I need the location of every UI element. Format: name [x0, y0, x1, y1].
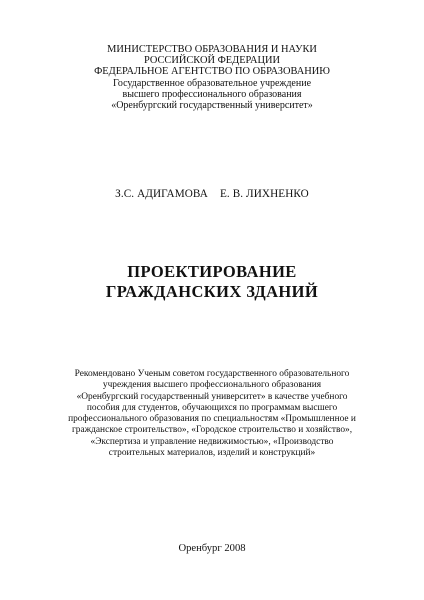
institution-type-line: Государственное образовательное учреждение	[112, 77, 312, 89]
country-line: РОССИЙСКОЙ ФЕДЕРАЦИИ	[143, 55, 281, 67]
ministry-line: МИНИСТЕРСТВО ОБРАЗОВАНИЯ И НАУКИ	[107, 44, 317, 55]
recommendation-line: Рекомендовано Ученым советом государственного образовательного	[74, 369, 350, 379]
university-name-line: «Оренбургский государственный университет»	[111, 100, 313, 112]
recommendation-line: «Экспертиза и управление недвижимостью», «Производство	[90, 436, 334, 447]
title-line-2: ГРАЖДАНСКИХ ЗДАНИЙ	[105, 282, 319, 301]
institution-header	[0, 44, 424, 111]
title-line-1: ПРОЕКТИРОВАНИЕ	[127, 262, 297, 281]
recommendation-line: гражданское строительство», «Городское строительство и хозяйство»,	[71, 425, 353, 436]
authors	[0, 188, 424, 201]
recommendation-text	[0, 369, 424, 459]
author-second: Е. В. ЛИХНЕНКО	[219, 188, 309, 200]
recommendation-line: профессионального образования по специальностям «Промышленное и	[68, 414, 356, 425]
publication-place-year: Оренбург 2008	[178, 543, 246, 554]
recommendation-line: строительных материалов, изделий и конструкций»	[108, 448, 316, 459]
education-level-line: высшего профессионального образования	[122, 88, 302, 100]
recommendation-line: учреждения высшего профессионального образования	[102, 380, 322, 391]
recommendation-line: «Оренбургский государственный университет» в качестве учебного	[76, 391, 348, 402]
author-first: З.С. АДИГАМОВА	[115, 188, 208, 200]
agency-line: ФЕДЕРАЛЬНОЕ АГЕНТСТВО ПО ОБРАЗОВАНИЮ	[94, 66, 330, 78]
book-title	[0, 262, 424, 302]
recommendation-line: пособия для студентов, обучающихся по программам высшего	[86, 402, 338, 413]
